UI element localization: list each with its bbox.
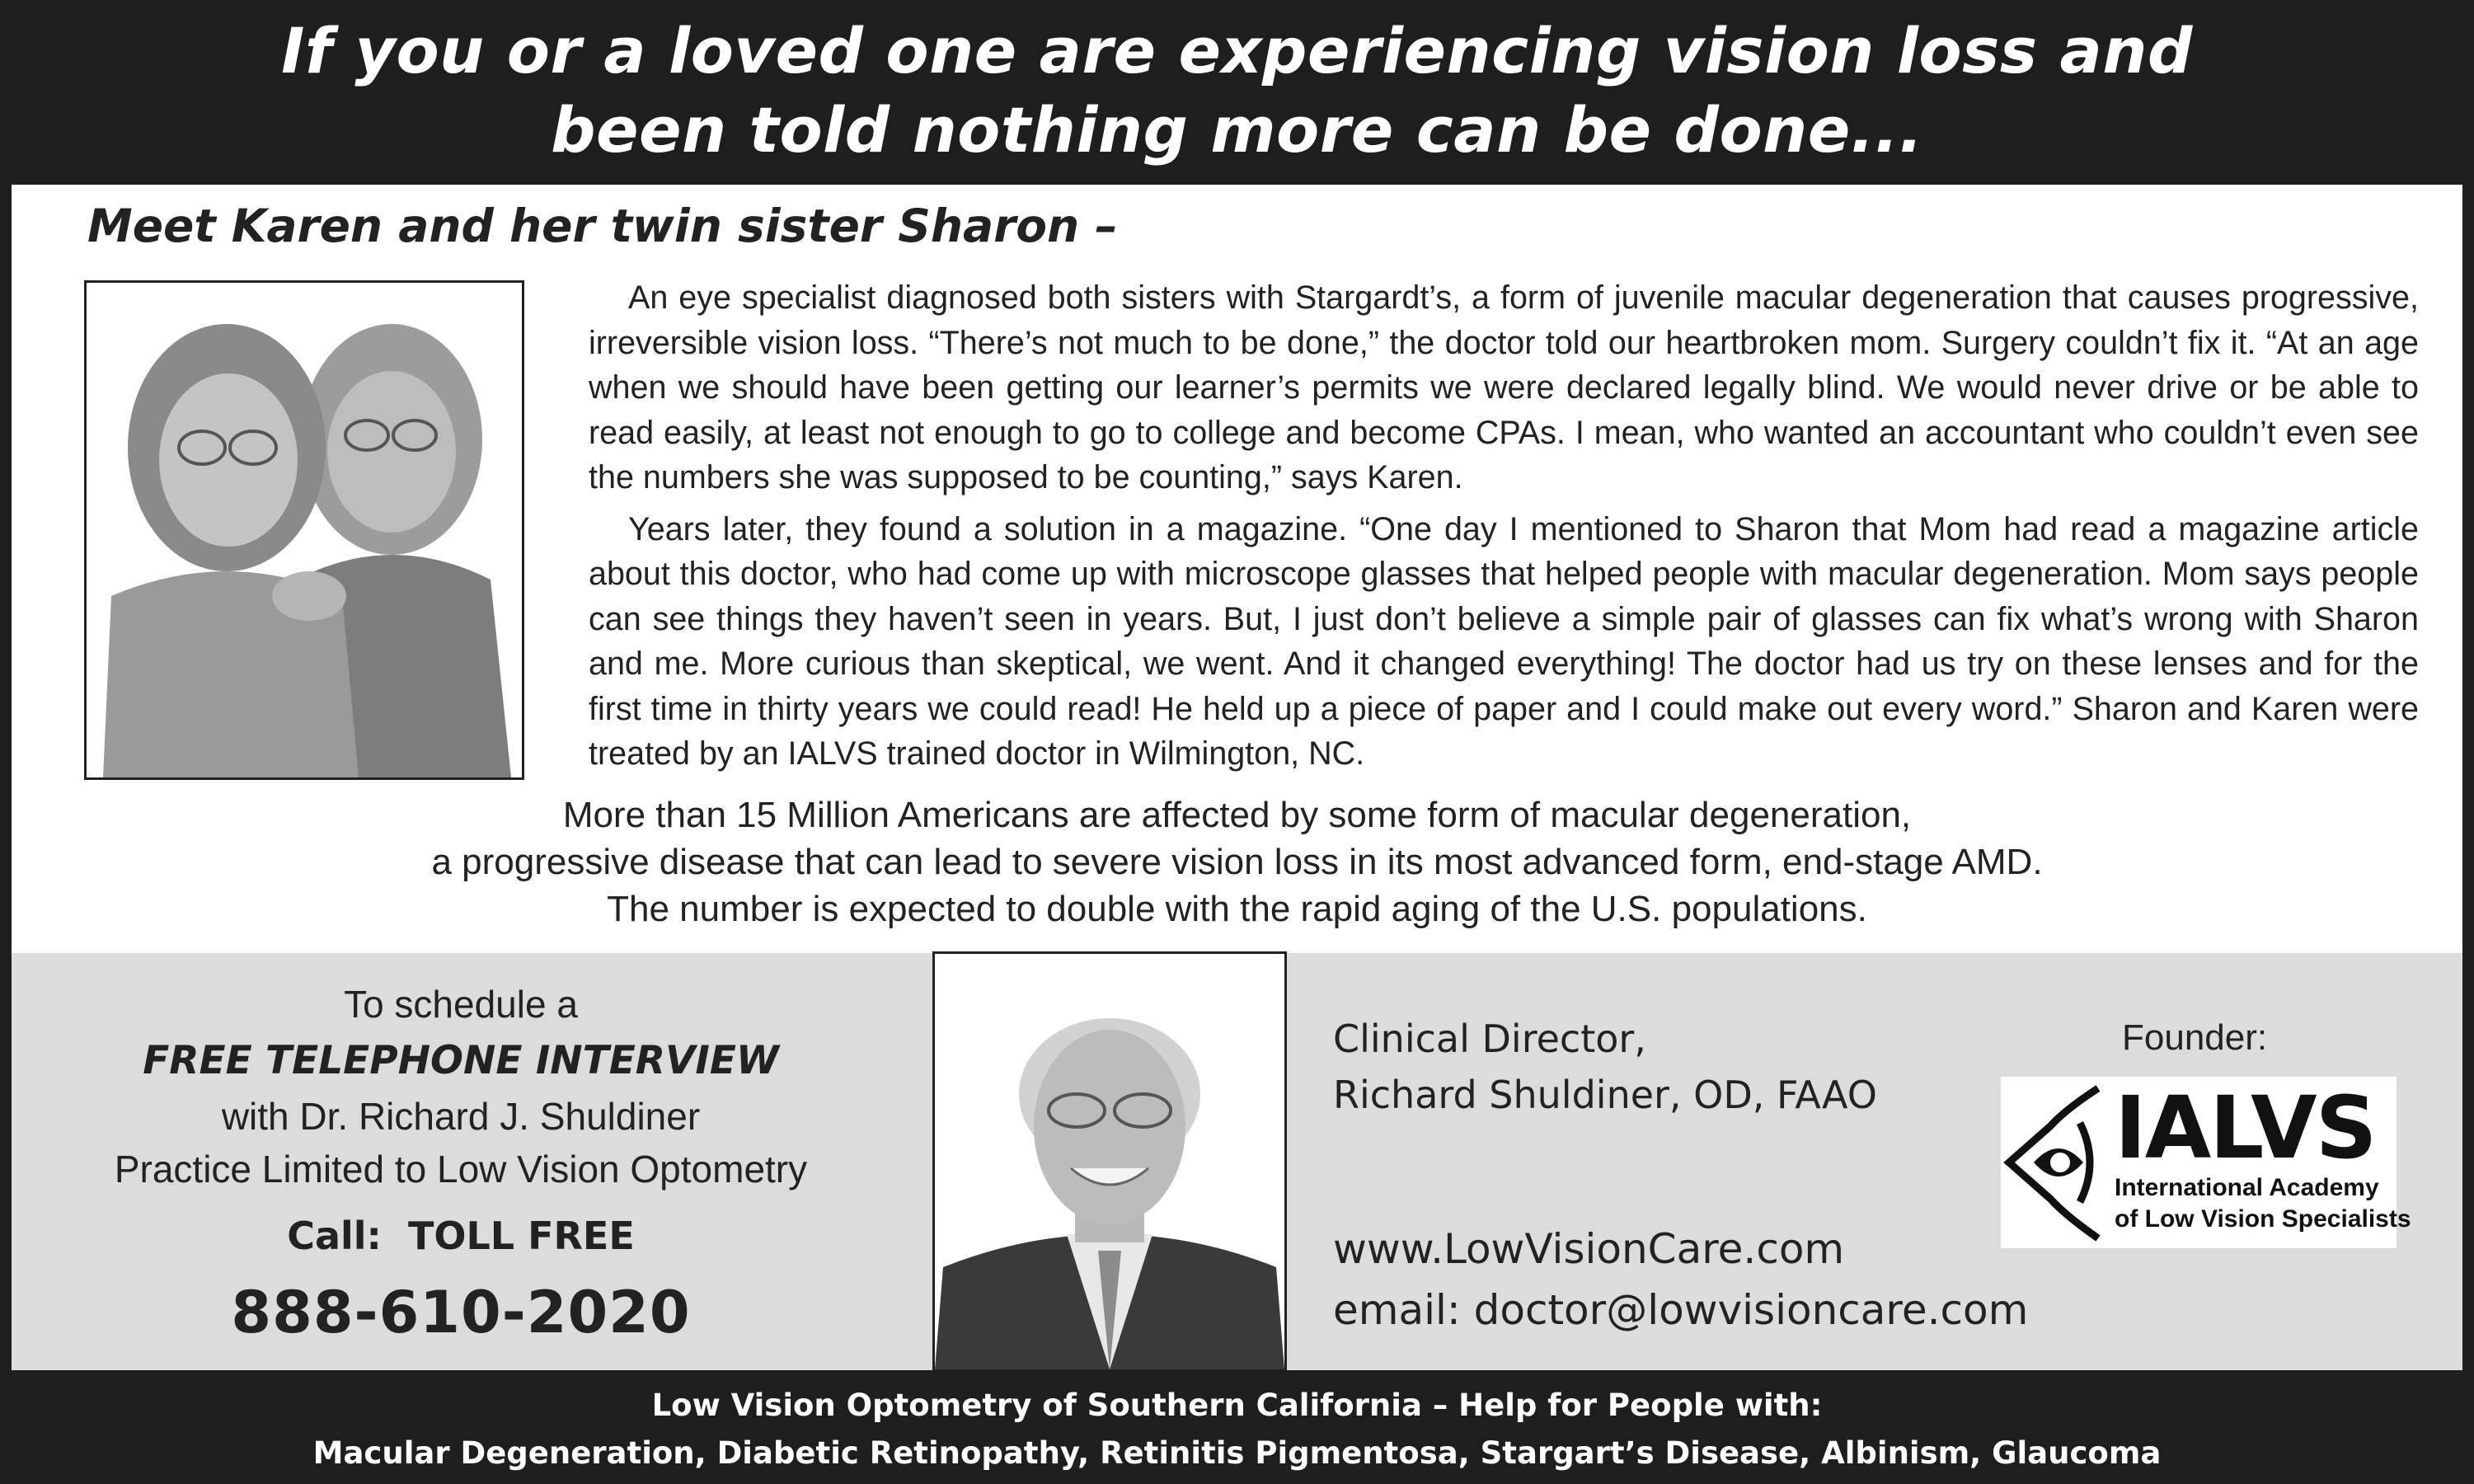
doctor-photo-illustration <box>935 954 1284 1369</box>
ialvs-subtitle-1: International Academy <box>2115 1174 2379 1201</box>
twins-photo-illustration <box>87 283 522 777</box>
clinical-director <box>1333 1011 1877 1123</box>
footer-line-1: Low Vision Optometry of Southern California – Help for People with: <box>651 1388 1823 1423</box>
phone-number[interactable]: 888-610-2020 <box>231 1279 691 1346</box>
director-title: Clinical Director, <box>1333 1017 1646 1061</box>
headline-band <box>0 0 2474 185</box>
ialvs-logo <box>2001 1077 2411 1248</box>
schedule-label: To schedule a <box>344 983 578 1026</box>
doctor-name-line: with Dr. Richard J. Shuldiner <box>221 1095 701 1138</box>
ialvs-subtitle-2: of Low Vision Specialists <box>2115 1205 2411 1233</box>
practice-line: Practice Limited to Low Vision Optometry <box>114 1148 808 1190</box>
stats-line-2: a progressive disease that can lead to severe vision loss in its most advanced form, end-stage AMD. <box>431 842 2043 882</box>
meet-title: Meet Karen and her twin sister Sharon – <box>87 200 1118 252</box>
ialvs-logo-subtitle <box>2115 1172 2411 1235</box>
story-paragraph-2: Years later, they found a solution in a magazine. “One day I mentioned to Sharon that Mom had read a magazine article about this doctor, who had come up with microscope glasses that helped people with macular degeneration. Mom says people can see things they haven’t seen in years. But, I just don’t believe a simple pair of glasses can fix what’s wrong with Sharon and me. More curious than skeptical, we went. And it changed everything! The doctor had us try on these lenses and for the first time in thirty years we could read! He held up a piece of paper and I could make out every word.” Sharon and Karen were treated by an IALVS trained doctor in Wilmington, NC. <box>589 510 2419 772</box>
headline-line-1: If you or a loved one are experiencing vision loss and <box>281 14 2193 87</box>
call-label: Call: TOLL FREE <box>287 1214 635 1258</box>
stats-line-3: The number is expected to double with the rapid aging of the U.S. populations. <box>607 889 1867 929</box>
contact-block <box>12 979 910 1350</box>
story-panel <box>12 185 2462 953</box>
web-contact <box>1333 1219 2028 1341</box>
free-interview-label: FREE TELEPHONE INTERVIEW <box>143 1038 779 1083</box>
story-paragraph-1: An eye specialist diagnosed both sisters with Stargardt’s, a form of juvenile macular degeneration that causes progressive, irreversible vision loss. “There’s not much to be done,” the doctor told our heartbroken mom. Surgery couldn’t fix it. “At an age when we should have been getting our learner’s permits we were declared legally blind. We would never drive or be able to read easily, at least not enough to go to college and become CPAs. I mean, who wanted an accountant who couldn’t even see the numbers she was supposed to be counting,” says Karen. <box>589 279 2419 495</box>
footer-line-2: Macular Degeneration, Diabetic Retinopathy, Retinitis Pigmentosa, Stargart’s Disease, Albinism, Glaucoma <box>312 1435 2162 1471</box>
ialvs-logo-text: IALVS <box>2115 1078 2376 1178</box>
founder-label: Founder: <box>2122 1017 2268 1058</box>
eye-icon <box>2001 1077 2116 1248</box>
contact-panel <box>12 953 2462 1370</box>
doctor-photo <box>932 951 1287 1372</box>
website-link[interactable]: www.LowVisionCare.com <box>1333 1225 1845 1273</box>
twins-photo <box>84 280 524 780</box>
headline-line-2: been told nothing more can be done... <box>551 93 1923 167</box>
story-text <box>589 275 2419 783</box>
statistics-block <box>12 791 2462 932</box>
stats-line-1: More than 15 Million Americans are affected by some form of macular degeneration, <box>562 795 1912 835</box>
footer-band <box>0 1370 2474 1484</box>
director-name: Richard Shuldiner, OD, FAAO <box>1333 1073 1877 1117</box>
email-link[interactable]: email: doctor@lowvisioncare.com <box>1333 1286 2029 1334</box>
